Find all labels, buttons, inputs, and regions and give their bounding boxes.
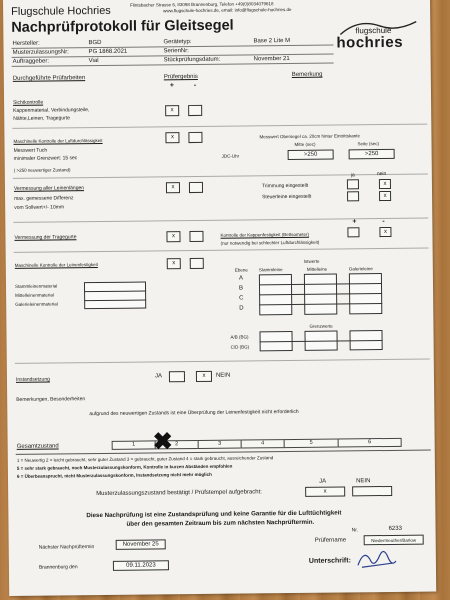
header-bemerkung: Bemerkung — [291, 71, 323, 78]
leinen-minus-checkbox[interactable] — [190, 258, 204, 269]
signature-label: Unterschrift: — [308, 557, 351, 565]
selected-grade-cross-mark: ✖ — [152, 428, 173, 456]
nr-label: Nr. — [351, 527, 358, 534]
luft-minus-checkbox[interactable] — [188, 132, 202, 143]
kappe-minus-sign: - — [382, 218, 385, 226]
disclaimer-line1: Diese Nachprüfung ist eine Zustandsprüfung und keine Garantie für die Lufttüchtigkeit — [86, 509, 342, 520]
muster-ja-label: JA — [319, 478, 327, 485]
auftraggeber-label: Auftraggeber: — [12, 58, 50, 65]
instand-title: Instandsetzung — [15, 376, 50, 383]
page-title: Nachprüfprotokoll für Gleitsegel — [11, 17, 234, 36]
luft-plus-checkbox[interactable]: x — [165, 132, 179, 143]
gesamt-legend-1: 1 = Neuwertig 2 = leicht gebraucht, sehr guter Zustand 3 = gebraucht, guter Zustand 4 = stark gebraucht, ausreichender Zustand — [16, 455, 274, 463]
stueck-label: Stückprüfungsdatum: — [163, 56, 221, 64]
pruefer-name-field[interactable]: Niedermeuther/Barlow — [364, 535, 424, 546]
col-mittelleine: Mittelleine — [306, 266, 328, 272]
leinen-title: Maschinelle Kontrolle der Leinenfestigkeit — [14, 262, 98, 268]
pruefer-label: Prüfername — [314, 537, 347, 544]
kappe-note: (nur notwendig bei schlechter Luftdurchlässigkeit) — [220, 239, 320, 246]
gesamt-legend-3: 6 = Überbeansprucht, nicht Musterzulassungskonform, Instandsetzung nicht mehr möglich — [16, 471, 212, 479]
minus-sign: - — [193, 81, 197, 90]
sicht-title: Sichtkontrolle — [13, 99, 44, 106]
sicht-line2: Nähte,Leinen, Tragegurte — [13, 115, 70, 122]
zulassung-value: PG 1868.2021 — [88, 48, 128, 56]
grenz-cd-label: C/D (BG) — [230, 344, 250, 350]
next-date-label: Nächster Nachprüftermin — [38, 544, 95, 551]
header-pruefergebnis: Prüfergebnis — [163, 73, 198, 81]
inspection-protocol-sheet — [3, 0, 436, 596]
ebene-label: Ebene — [234, 267, 248, 273]
verm-plus-checkbox[interactable]: x — [166, 182, 180, 193]
stamm-label: Stammleinenmaterial — [14, 283, 58, 289]
trage-title: Vermessung der Tragegurte — [14, 234, 77, 241]
grade-1[interactable]: 1 — [112, 440, 156, 449]
handwritten-signature-icon — [354, 545, 400, 573]
kappe-plus-checkbox[interactable] — [347, 227, 359, 237]
luft-note: Messwert Obersegel ca. 20cm hinter Eintrittskante — [259, 133, 361, 140]
disclaimer-line2: über den gesamten Zeitraum bis zum nächsten Nachprüftermin. — [126, 518, 315, 528]
steuer-ja-checkbox[interactable] — [347, 191, 359, 201]
date-field[interactable]: 09.11.2023 — [113, 560, 169, 571]
auftraggeber-value: Vial — [88, 58, 99, 65]
trimm-label: Trimmung eingestellt — [261, 182, 309, 190]
date-label: Brannenburg den — [38, 564, 78, 571]
bemerkung-text: aufgrund des neuwertigen Zustands ist eine Überprüfung der Leinenfestigkeit nicht erforderlich — [89, 408, 299, 418]
kappe-minus-checkbox[interactable]: x — [379, 227, 391, 237]
sicht-minus-checkbox[interactable] — [188, 105, 202, 116]
verm-line2: vom Sollwert+/- 10mm — [14, 204, 65, 211]
zulassung-label: MusterzulassungsNr: — [12, 49, 69, 56]
verm-minus-checkbox[interactable] — [189, 182, 203, 193]
plus-sign: + — [169, 82, 175, 90]
sicht-line1: Kappenmaterial, Verbindungsteile, — [13, 107, 90, 114]
mittel-label: Mittelleinenmaterial — [15, 292, 54, 298]
header-pruefarbeiten: Durchgeführte Prüfarbeiten — [12, 75, 86, 82]
verm-title: Vermessung aller Leinenlängen — [13, 185, 85, 192]
col-stammleine: Stammleine — [258, 267, 283, 273]
trage-plus-checkbox[interactable]: x — [166, 231, 180, 242]
luft-line3: ( >250 neuwertiger Zustand) — [13, 167, 71, 173]
seite-value-field[interactable]: >250 — [349, 149, 395, 159]
jdc-label: JDC-Uhr — [221, 153, 240, 159]
grade-2[interactable]: 2 — [155, 440, 199, 449]
gesamt-legend-2: 5 = sehr stark gebraucht, noch Musterzulassungskonform, Kontrolle in kurzen Abständen empfohlen — [16, 463, 233, 471]
grenz-ab-label: A/B (BG) — [230, 334, 249, 340]
grade-5[interactable]: 5 — [284, 439, 339, 449]
muster-nein-checkbox[interactable] — [352, 486, 392, 496]
geraetetyp-label: Gerätetyp: — [163, 39, 192, 46]
trimm-nein-checkbox[interactable]: x — [379, 179, 391, 189]
company-address: Flintsbacher Strasse 6, 83098 Brannenburg, Telefon +49(0)8034079618 — [130, 1, 274, 8]
company-web: www.flugschule-hochries.de, email: info@flugschule-hochries.de — [163, 6, 292, 14]
trimm-ja-checkbox[interactable] — [347, 179, 359, 189]
ebene-row-a: A — [238, 275, 243, 282]
grade-3[interactable]: 3 — [198, 440, 242, 449]
leinen-plus-checkbox[interactable]: x — [167, 258, 181, 269]
verm-line1: max. gemessene Differenz — [14, 195, 74, 202]
trage-minus-checkbox[interactable] — [189, 231, 203, 242]
serien-label: SerienNr: — [163, 48, 189, 55]
verm-nein-label: nein — [376, 170, 387, 178]
logo-top-text: flugschule — [355, 25, 392, 36]
grade-4[interactable]: 4 — [241, 439, 285, 448]
logo-main-text: hochries — [336, 33, 404, 52]
col-galerieleine: Galerieleine — [348, 266, 373, 272]
luft-line1: Messwert Tuch — [13, 147, 48, 154]
ebene-row-c: C — [239, 295, 244, 302]
istwerte-label: Istwerte — [303, 258, 320, 264]
geraetetyp-value: Base 2 Lite M — [253, 37, 291, 45]
bemerkung-title: Bemerkungen, Besonderheiten — [16, 396, 86, 403]
company-name: Flugschule Hochries — [11, 4, 111, 18]
luft-line2: minimaler Grenzwert: 15 sec — [13, 155, 78, 162]
muster-nein-label: NEIN — [356, 478, 371, 485]
luft-title: Maschinelle Kontrolle der Luftdurchlässigkeit — [13, 137, 103, 144]
instand-nein-checkbox[interactable]: x — [196, 371, 212, 382]
ebene-row-d: D — [239, 305, 244, 312]
hersteller-label: Hersteller: — [12, 40, 40, 47]
next-date-field[interactable]: November 25 — [116, 539, 166, 550]
galerie-label: Galerieleinenmaterial — [15, 301, 58, 307]
instand-ja-checkbox[interactable] — [169, 371, 185, 382]
gesamt-title: Gesamtzustand — [16, 443, 59, 450]
hersteller-value: BGD — [88, 39, 102, 47]
instand-ja-label: JA — [154, 373, 162, 380]
leinen-material-field[interactable] — [84, 282, 146, 310]
muster-ja-checkbox[interactable]: x — [305, 486, 345, 496]
stueck-value: November 21 — [253, 56, 290, 63]
mitte-value-field[interactable]: >250 — [288, 150, 334, 160]
kappe-title: Kontrolle der Kappenfestigkeit (Bettsometer) — [220, 231, 310, 238]
kappe-plus-sign: + — [352, 218, 357, 226]
grenzwerte-label: Grenzwerte — [309, 323, 333, 329]
ebene-row-b: B — [239, 285, 244, 292]
verm-ja-label: ja — [350, 172, 355, 179]
seite-label: Seite (sec) — [357, 141, 380, 147]
mitte-label: Mitte (sec) — [294, 141, 316, 147]
grade-6[interactable]: 6 — [338, 438, 402, 448]
sicht-plus-checkbox[interactable]: x — [165, 105, 179, 116]
instand-nein-label: NEIN — [215, 372, 231, 379]
steuer-label: Steuerleine eingestellt — [262, 193, 312, 201]
steuer-nein-checkbox[interactable]: x — [379, 191, 391, 201]
nr-value: 6233 — [388, 525, 402, 532]
muster-text: Musterzulassungszustand bestätigt / Prüfstempel aufgebracht: — [96, 489, 262, 498]
